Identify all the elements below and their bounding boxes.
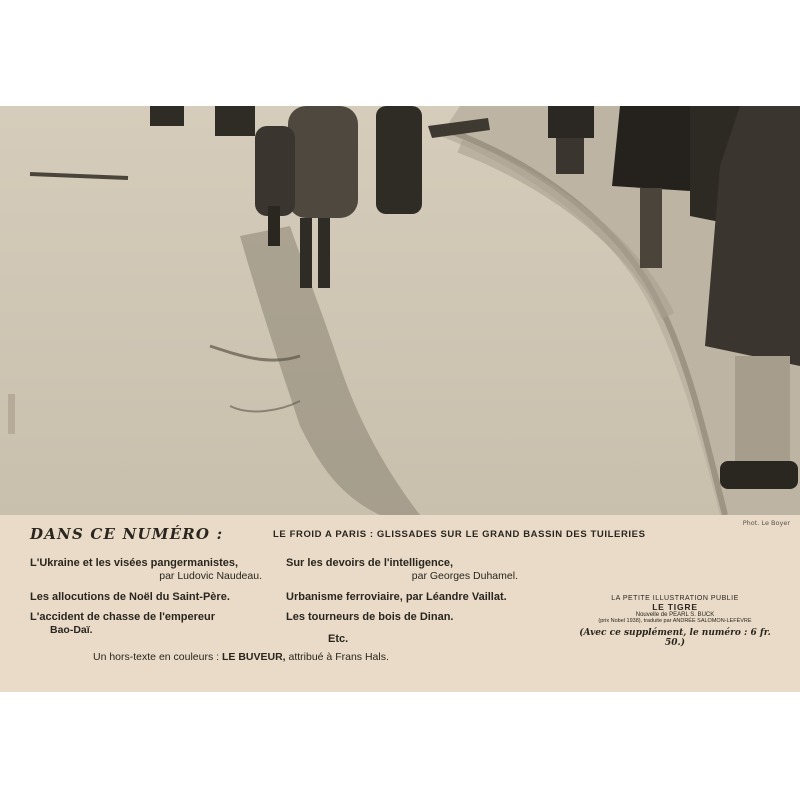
hors-texte-suffix: attribué à Frans Hals. (285, 651, 389, 663)
toc-author: Bao-Daï. (50, 624, 93, 636)
toc-item-devoirs (286, 557, 518, 583)
caption-area (0, 515, 800, 692)
hors-texte-prefix: Un hors-texte en couleurs : (93, 651, 222, 663)
toc-item-accident (30, 611, 270, 637)
toc-title: Les tourneurs de bois de Dinan. (286, 611, 454, 623)
page-title: DANS CE NUMÉRO : (30, 525, 224, 543)
photo-caption: LE FROID A PARIS : GLISSADES SUR LE GRAND BASSIN DES TUILERIES (273, 529, 646, 540)
toc-author: par Georges Duhamel. (411, 570, 518, 582)
toc-item-tourneurs (286, 611, 526, 624)
toc-item-noel (30, 591, 270, 604)
supplement-author: Nouvelle de PEARL S. BUCK (635, 612, 715, 618)
toc-title: L'Ukraine et les visées pangermanistes, (30, 557, 239, 569)
magazine-page (0, 106, 800, 692)
hors-texte-title: LE BUVEUR, (221, 651, 286, 663)
toc-item-urbanisme (286, 591, 526, 604)
toc-title: Urbanisme ferroviaire, par Léandre Vaillat. (286, 591, 507, 603)
toc-etc: Etc. (328, 633, 349, 645)
supplement-line1: LA PETITE ILLUSTRATION PUBLIE (611, 595, 739, 602)
toc-title: Sur les devoirs de l'intelligence, (286, 557, 454, 569)
supplement-title: LE TIGRE (652, 602, 698, 612)
photo-credit: Phot. Le Boyer (742, 519, 790, 527)
hors-texte-line (93, 651, 389, 663)
photo-illustration (0, 106, 800, 515)
supplement-translator: (prix Nobel 1938), traduite par ANDRÉE SALOMON-LEFÈVRE (598, 618, 752, 624)
supplement-price: (Avec ce supplément, le numéro : 6 fr. 50.) (579, 628, 771, 648)
toc-title: Les allocutions de Noël du Saint-Père. (30, 591, 230, 603)
toc-item-ukraine (30, 557, 262, 583)
photograph-frozen-basin (0, 106, 800, 515)
toc-title: L'accident de chasse de l'empereur (30, 611, 215, 623)
toc-author: par Ludovic Naudeau. (159, 570, 262, 582)
supplement-notice (570, 595, 780, 648)
